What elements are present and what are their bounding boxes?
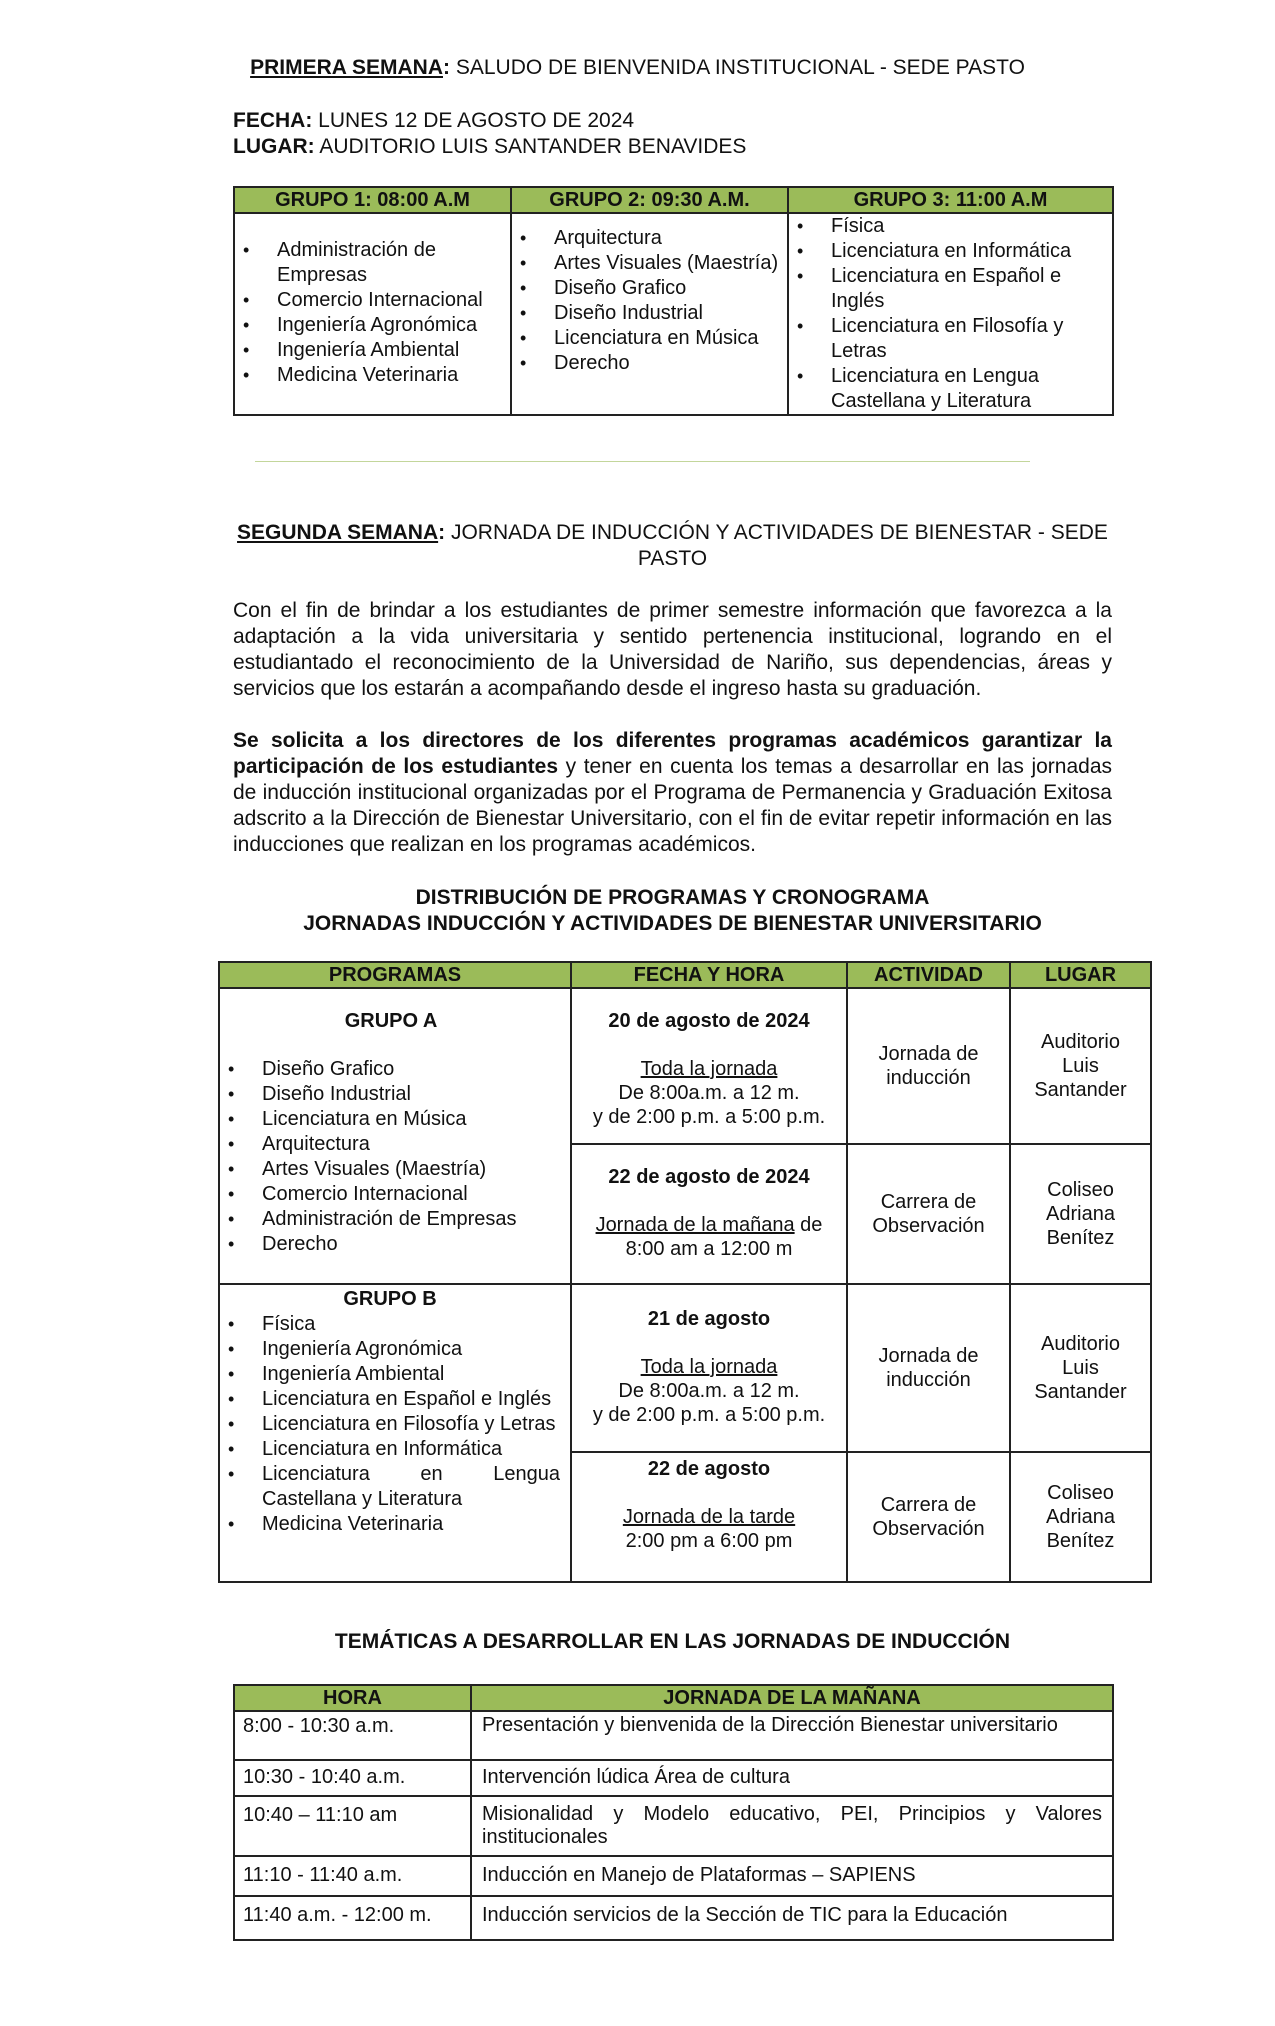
- list-item: • Licenciatura en Música: [554, 326, 781, 351]
- week2-paragraph-2: Se solicita a los directores de los diferentes programas académicos garantizar la participación de los estudiantes y tener en cuenta los temas a desarrollar en las jornadas de inducción institucional organizadas por el Programa de Permanencia y Graduación Exitosa adscrito a la Dirección de Bienestar Universitario, con el fin de evitar repetir información en las inducciones que realizan en los programas académicos.: [233, 729, 1112, 856]
- col-header: FECHA Y HORA: [571, 962, 847, 988]
- tema-cell: Inducción en Manejo de Plataformas – SAPIENS: [471, 1856, 1113, 1896]
- list-item: • Artes Visuales (Maestría): [554, 251, 781, 276]
- group2-header: GRUPO 2: 09:30 A.M.: [511, 187, 788, 213]
- list-item: • Física: [262, 1312, 560, 1337]
- activity-cell: Jornada de inducción: [847, 988, 1010, 1144]
- tema-cell: Inducción servicios de la Sección de TIC para la Educación: [471, 1896, 1113, 1940]
- group3-cell: [788, 213, 1113, 415]
- week1-title: PRIMERA SEMANA: SALUDO DE BIENVENIDA INSTITUCIONAL - SEDE PASTO: [250, 56, 1025, 79]
- table-row: [234, 1711, 1113, 1760]
- date-cell: 21 de agosto Toda la jornada De 8:00a.m. a 12 m. y de 2:00 p.m. a 5:00 p.m.: [571, 1284, 847, 1452]
- list-item: • Física: [831, 214, 1102, 239]
- col-header: PROGRAMAS: [219, 962, 571, 988]
- list-item: • Ingeniería Agronómica: [262, 1337, 560, 1362]
- group1-cell: [234, 213, 511, 415]
- table-row: [219, 1284, 1151, 1452]
- distribution-title: DISTRIBUCIÓN DE PROGRAMAS Y CRONOGRAMA JORNADAS INDUCCIÓN Y ACTIVIDADES DE BIENESTAR UNIVERSITARIO: [303, 886, 1042, 935]
- list-item: • Ingeniería Ambiental: [277, 338, 504, 363]
- list-item: • Derecho: [262, 1232, 562, 1257]
- hora-cell: 8:00 - 10:30 a.m.: [234, 1711, 471, 1760]
- col-header: HORA: [234, 1685, 471, 1711]
- date-cell: 20 de agosto de 2024 Toda la jornada De 8:00a.m. a 12 m. y de 2:00 p.m. a 5:00 p.m.: [571, 988, 847, 1144]
- week2-paragraph-1: Con el fin de brindar a los estudiantes de primer semestre información que favorezca a la adaptación a la vida universitaria y sentido pertenencia institucional, logrando en el estudiantado el reconocimiento de la Universidad de Nariño, sus dependencias, áreas y servicios que los estarán a acompañando desde el ingreso hasta su graduación.: [233, 599, 1112, 700]
- list-item: • Administración de Empresas: [277, 238, 504, 288]
- week1-place: LUGAR: AUDITORIO LUIS SANTANDER BENAVIDES: [233, 135, 747, 158]
- list-item: • Licenciatura en Español e Inglés: [262, 1387, 560, 1412]
- list-item: • Comercio Internacional: [277, 288, 504, 313]
- group2-cell: [511, 213, 788, 415]
- group1-header: GRUPO 1: 08:00 A.M: [234, 187, 511, 213]
- list-item: • Licenciatura en Lengua Castellana y Literatura: [262, 1462, 560, 1512]
- section-divider: [255, 461, 1030, 462]
- list-item: • Administración de Empresas: [262, 1207, 562, 1232]
- col-header: ACTIVIDAD: [847, 962, 1010, 988]
- distribution-table: [218, 961, 1152, 1583]
- hora-cell: 11:10 - 11:40 a.m.: [234, 1856, 471, 1896]
- list-item: • Diseño Grafico: [262, 1057, 562, 1082]
- groupB-programs-cell: [219, 1284, 571, 1582]
- col-header: JORNADA DE LA MAÑANA: [471, 1685, 1113, 1711]
- group3-list: [789, 214, 1102, 414]
- list-item: • Diseño Industrial: [554, 301, 781, 326]
- activity-cell: Jornada de inducción: [847, 1284, 1010, 1452]
- groupB-name: GRUPO B: [343, 1288, 437, 1310]
- list-item: • Medicina Veterinaria: [262, 1512, 560, 1537]
- topics-table: [233, 1684, 1114, 1941]
- date-cell: 22 de agosto de 2024 Jornada de la mañana de 8:00 am a 12:00 m: [571, 1144, 847, 1284]
- tema-cell: Misionalidad y Modelo educativo, PEI, Principios y Valores institucionales: [471, 1796, 1113, 1856]
- table-row: [234, 1796, 1113, 1856]
- list-item: • Licenciatura en Lengua Castellana y Literatura: [831, 364, 1102, 414]
- date-cell: 22 de agosto Jornada de la tarde 2:00 pm a 6:00 pm: [571, 1452, 847, 1582]
- list-item: • Licenciatura en Informática: [262, 1437, 560, 1462]
- hora-cell: 11:40 a.m. - 12:00 m.: [234, 1896, 471, 1940]
- week1-title-text: SALUDO DE BIENVENIDA INSTITUCIONAL - SEDE PASTO: [450, 56, 1025, 79]
- topics-title: TEMÁTICAS A DESARROLLAR EN LAS JORNADAS DE INDUCCIÓN: [334, 1630, 1011, 1653]
- list-item: • Ingeniería Ambiental: [262, 1362, 560, 1387]
- table-row: [219, 988, 1151, 1144]
- list-item: • Licenciatura en Filosofía y Letras: [262, 1412, 560, 1437]
- list-item: • Medicina Veterinaria: [277, 363, 504, 388]
- tema-cell: Intervención lúdica Área de cultura: [471, 1760, 1113, 1796]
- list-item: • Arquitectura: [262, 1132, 562, 1157]
- activity-cell: Carrera de Observación: [847, 1144, 1010, 1284]
- table-row: [234, 1896, 1113, 1940]
- table-row: [234, 1760, 1113, 1796]
- group1-list: [235, 238, 504, 388]
- groupA-name: GRUPO A: [344, 1010, 438, 1032]
- list-item: • Arquitectura: [554, 226, 781, 251]
- list-item: • Derecho: [554, 351, 781, 376]
- week2-title-text: JORNADA DE INDUCCIÓN Y ACTIVIDADES DE BIENESTAR - SEDE PASTO: [445, 521, 1108, 570]
- groupA-list: [220, 1057, 562, 1257]
- table-row: [234, 1856, 1113, 1896]
- place-cell: Coliseo Adriana Benítez: [1010, 1144, 1151, 1284]
- list-item: • Diseño Industrial: [262, 1082, 562, 1107]
- list-item: • Comercio Internacional: [262, 1182, 562, 1207]
- hora-cell: 10:30 - 10:40 a.m.: [234, 1760, 471, 1796]
- group2-list: [512, 226, 781, 376]
- groupB-list: [220, 1312, 560, 1537]
- week2-label: SEGUNDA SEMANA: [237, 521, 439, 544]
- activity-cell: Carrera de Observación: [847, 1452, 1010, 1582]
- list-item: • Ingeniería Agronómica: [277, 313, 504, 338]
- place-cell: Coliseo Adriana Benítez: [1010, 1452, 1151, 1582]
- list-item: • Artes Visuales (Maestría): [262, 1157, 562, 1182]
- place-cell: Auditorio Luis Santander: [1010, 1284, 1151, 1452]
- list-item: • Licenciatura en Español e Inglés: [831, 264, 1102, 314]
- place-cell: Auditorio Luis Santander: [1010, 988, 1151, 1144]
- groupA-programs-cell: [219, 988, 571, 1284]
- list-item: • Licenciatura en Informática: [831, 239, 1102, 264]
- week1-groups-table: [233, 186, 1114, 416]
- week1-date: FECHA: LUNES 12 DE AGOSTO DE 2024: [233, 109, 635, 132]
- group3-header: GRUPO 3: 11:00 A.M: [788, 187, 1113, 213]
- list-item: • Licenciatura en Filosofía y Letras: [831, 314, 1102, 364]
- tema-cell: Presentación y bienvenida de la Dirección Bienestar universitario: [471, 1711, 1113, 1760]
- week1-label: PRIMERA SEMANA: [250, 56, 443, 79]
- list-item: • Licenciatura en Música: [262, 1107, 562, 1132]
- hora-cell: 10:40 – 11:10 am: [234, 1796, 471, 1856]
- list-item: • Diseño Grafico: [554, 276, 781, 301]
- col-header: LUGAR: [1010, 962, 1151, 988]
- week2-title: SEGUNDA SEMANA: JORNADA DE INDUCCIÓN Y ACTIVIDADES DE BIENESTAR - SEDE PASTO: [237, 521, 1108, 570]
